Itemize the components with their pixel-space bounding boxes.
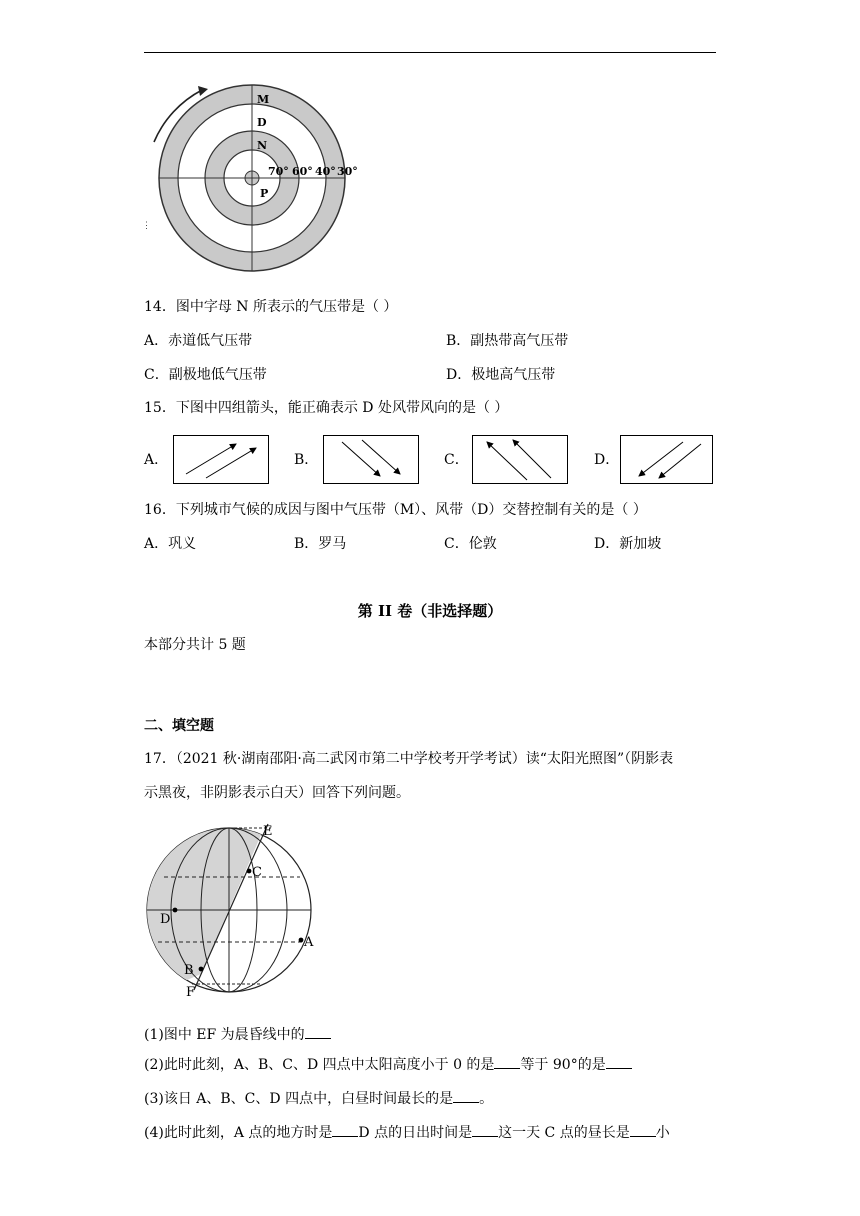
q15-option-b-arrows[interactable] xyxy=(323,435,419,484)
label-N: N xyxy=(257,139,268,152)
q17-sub3-text-a: (3)该日 A、B、C、D 四点中，白昼时间最长的是 xyxy=(144,1091,454,1107)
q16-option-b[interactable]: B．罗马 xyxy=(294,536,347,552)
q14-stem: 14．图中字母 N 所表示的气压带是（ ） xyxy=(144,299,398,315)
q16-stem: 16．下列城市气候的成因与图中气压带（M）、风带（D）交替控制有关的是（ ） xyxy=(144,502,647,518)
q14-option-d[interactable]: D．极地高气压带 xyxy=(446,367,556,383)
section2-title: 二、填空题 xyxy=(144,718,214,734)
lat-70: 70° xyxy=(268,165,289,178)
q15-option-a-letter[interactable]: A． xyxy=(144,452,169,468)
q17-sub3 xyxy=(144,1090,493,1106)
q17-stem-line2: 示黑夜，非阴影表示白天）回答下列问题。 xyxy=(144,785,410,801)
answer-blank[interactable] xyxy=(494,1056,520,1069)
answer-blank[interactable] xyxy=(606,1056,632,1069)
label-D: D xyxy=(257,116,267,129)
globe-label-C: C xyxy=(252,865,262,880)
q17-sub1 xyxy=(144,1026,331,1042)
part2-note: 本部分共计 5 题 xyxy=(144,637,246,653)
q15-option-b-letter[interactable]: B． xyxy=(294,452,319,468)
q17-stem-line1: 17．（2021 秋·湖南邵阳·高二武冈市第二中学校考开学考试）读“太阳光照图”（阴影表 xyxy=(144,751,674,767)
q15-stem: 15．下图中四组箭头，能正确表示 D 处风带风向的是（ ） xyxy=(144,400,509,416)
label-P: P xyxy=(260,187,269,200)
pressure-belt-diagram xyxy=(140,82,380,278)
globe-label-D: D xyxy=(160,912,171,927)
q17-sub4-text-a: (4)此时此刻，A 点的地方时是 xyxy=(144,1125,333,1141)
globe-label-E: E xyxy=(263,824,273,839)
q17-sub4 xyxy=(144,1124,670,1140)
answer-blank[interactable] xyxy=(305,1026,331,1039)
globe-label-B: B xyxy=(184,963,194,978)
q17-sub4-text-c: 这一天 C 点的昼长是 xyxy=(498,1125,630,1141)
globe-label-F: F xyxy=(186,985,196,1000)
q17-sub4-text-b: D 点的日出时间是 xyxy=(358,1125,473,1141)
q14-option-a[interactable]: A．赤道低气压带 xyxy=(144,333,253,349)
q16-option-c[interactable]: C．伦敦 xyxy=(444,536,497,552)
q17-sub1-text: (1)图中 EF 为晨昏线中的 xyxy=(144,1027,305,1043)
q17-sub3-text-b: 。 xyxy=(479,1091,494,1107)
q17-sub2-text-a: (2)此时此刻，A、B、C、D 四点中太阳高度小于 0 的是 xyxy=(144,1057,495,1073)
q15-option-c-arrows[interactable] xyxy=(472,435,568,484)
q16-option-a[interactable]: A．巩义 xyxy=(144,536,197,552)
label-M: M xyxy=(257,93,270,106)
q16-option-d[interactable]: D．新加坡 xyxy=(594,536,662,552)
globe-label-A: A xyxy=(304,935,314,950)
q15-option-a-arrows[interactable] xyxy=(173,435,269,484)
q17-sub2-text-b: 等于 90°的是 xyxy=(520,1057,606,1073)
lat-40: 40° xyxy=(315,165,336,178)
lat-30: 30° xyxy=(337,165,358,178)
lat-60: 60° xyxy=(292,165,313,178)
part2-title: 第 II 卷（非选择题） xyxy=(357,602,503,620)
q17-sub4-text-d: 小 xyxy=(655,1125,670,1141)
answer-blank[interactable] xyxy=(453,1090,479,1103)
svg-text:⋮: ⋮ xyxy=(142,221,151,231)
sunlight-globe-diagram xyxy=(140,820,330,1002)
header-rule xyxy=(144,52,716,53)
answer-blank[interactable] xyxy=(472,1124,498,1137)
q14-option-c[interactable]: C．副极地低气压带 xyxy=(144,367,267,383)
q15-option-d-arrows[interactable] xyxy=(620,435,713,484)
q17-sub2 xyxy=(144,1056,632,1072)
q14-option-b[interactable]: B．副热带高气压带 xyxy=(446,333,569,349)
answer-blank[interactable] xyxy=(332,1124,358,1137)
answer-blank[interactable] xyxy=(630,1124,656,1137)
q15-option-d-letter[interactable]: D． xyxy=(594,452,620,468)
q15-option-c-letter[interactable]: C． xyxy=(444,452,469,468)
